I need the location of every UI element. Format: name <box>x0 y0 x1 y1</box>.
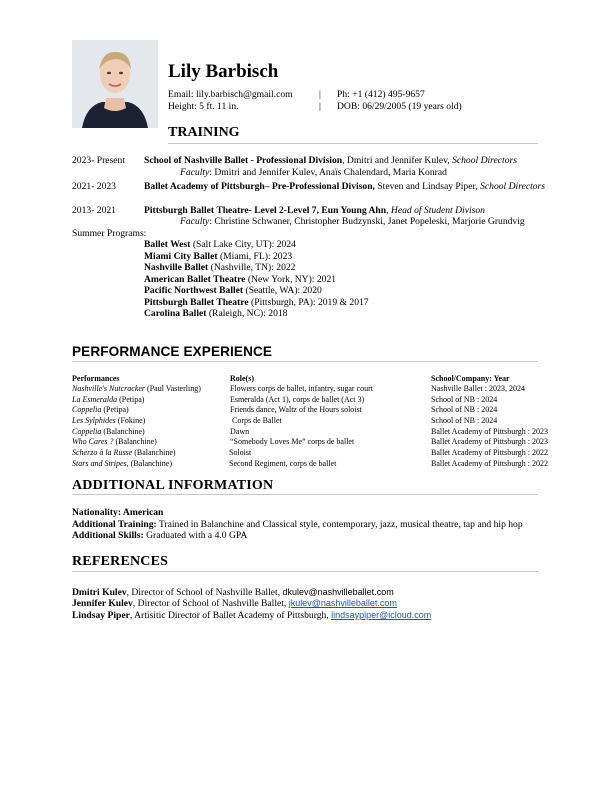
program-detail: (Raleigh, NC): 2018 <box>206 308 288 319</box>
col-roles: Role(s) <box>230 374 254 383</box>
reference-item <box>72 587 394 599</box>
work-title: Stars and Stripes, <box>72 459 129 468</box>
perf-title <box>72 384 201 394</box>
separator: | <box>319 101 321 112</box>
work-title: Coppelia <box>72 427 102 436</box>
perf-school: School of NB : 2024 <box>431 395 498 404</box>
program-name: Nashville Ballet <box>144 262 209 273</box>
candidate-name: Lily Barbisch <box>168 61 279 82</box>
school-name: Pittsburgh Ballet Theatre- Level 2-Level 7, Eun Young Ahn <box>144 205 387 216</box>
additional-heading: ADDITIONAL INFORMATION <box>72 478 274 493</box>
director-role: School Directors <box>480 181 546 192</box>
additional-item <box>72 507 163 519</box>
summer-program <box>144 285 322 297</box>
col-performances: Performances <box>72 374 120 383</box>
faculty-line <box>180 216 525 228</box>
ref-name: Dmitri Kulev <box>72 587 127 598</box>
director-role: Head of Student Divison <box>390 205 485 216</box>
training-heading: TRAINING <box>168 125 240 140</box>
ref-name: Jennifer Kulev <box>72 598 133 609</box>
program-detail: (Salt Lake City, UT): 2024 <box>190 239 296 250</box>
school-name: Ballet Academy of Pittsburgh– Pre-Professional Divison, <box>144 181 375 192</box>
work-title: Nashville's Nutcracker <box>72 384 146 393</box>
ref-name: Lindsay Piper <box>72 610 130 621</box>
email-text: Email: lily.barbisch@gmail.com <box>168 89 293 100</box>
training-entry <box>144 205 485 217</box>
perf-title <box>72 427 145 437</box>
work-title: La Esmeralda <box>72 395 118 404</box>
choreographer: (Petipa) <box>117 395 145 404</box>
ref-title: , Director of School of Nashville Ballet, <box>132 598 289 609</box>
item-text: Graduated with a 4.0 GPA <box>143 530 248 541</box>
program-name: Pittsburgh Ballet Theatre <box>144 297 249 308</box>
ref-title: , Director of School of Nashville Ballet, <box>126 587 283 598</box>
program-name: American Ballet Theatre <box>144 274 246 285</box>
faculty-label: Faculty <box>180 216 210 227</box>
perf-role: Esmeralda (Act 1), corps de ballet (Act 3) <box>230 395 365 404</box>
item-label: Nationality: American <box>72 507 164 518</box>
portrait-image <box>72 40 158 128</box>
performance-heading: PERFORMANCE EXPERIENCE <box>72 344 273 359</box>
perf-title <box>72 459 172 469</box>
perf-school: Nashville Ballet : 2023, 2024 <box>431 384 525 393</box>
reference-item <box>72 598 397 610</box>
item-label: Additional Training: <box>72 519 157 530</box>
summer-program <box>144 274 336 286</box>
perf-title <box>72 405 129 415</box>
perf-school: Ballet Academy of Pittsburgh : 2023 <box>431 437 548 446</box>
ref-email-link[interactable]: lindsaypiper@icloud.com <box>331 610 432 620</box>
item-text: Trained in Balanchine and Classical style, contemporary, jazz, musical theatre, tap and hip hop <box>156 519 523 530</box>
school-name: School of Nashville Ballet - Professional Division <box>144 155 343 166</box>
item-label: Additional Skills: <box>72 530 144 541</box>
summer-program <box>144 297 369 309</box>
summer-program <box>144 239 296 251</box>
ref-title: , Artisitic Director of Ballet Academy of Pittsburgh, <box>129 610 332 621</box>
perf-role: Soloist <box>229 448 252 457</box>
ref-email: dkulev@nashvilleballet.com <box>282 587 394 597</box>
section-rule <box>72 571 538 572</box>
choreographer: (Balanchine) <box>128 459 172 468</box>
additional-item <box>72 519 523 531</box>
faculty-line <box>180 167 447 179</box>
perf-role: Flowers corps de ballet, infantry, sugar court <box>230 384 373 393</box>
section-rule <box>72 361 538 362</box>
perf-school: School of NB : 2024 <box>431 405 498 414</box>
training-entry <box>144 181 545 193</box>
choreographer: (Balanchine) <box>101 427 145 436</box>
dob-text: DOB: 06/29/2005 (19 years old) <box>337 101 462 112</box>
program-detail: (Miami, FL): 2023 <box>217 251 293 262</box>
choreographer: (Balanchine) <box>113 437 157 446</box>
choreographer: (Paul Vasterling) <box>145 384 201 393</box>
program-name: Ballet West <box>144 239 191 250</box>
perf-role: Second Regiment, corps de ballet <box>229 459 337 468</box>
perf-role: Corps de Ballet <box>232 416 282 425</box>
phone-text: Ph: +1 (412) 495-9657 <box>337 89 425 100</box>
col-school: School/Company: Year <box>431 374 510 383</box>
perf-role: “Somebody Loves Me” corps de ballet <box>230 437 355 446</box>
reference-item <box>72 610 431 622</box>
perf-school: School of NB : 2024 <box>431 416 498 425</box>
training-years: 2023- Present <box>72 155 126 166</box>
program-name: Miami City Ballet <box>144 251 218 262</box>
summer-program <box>144 251 292 263</box>
program-detail: (Pittsburgh, PA): 2019 & 2017 <box>248 297 369 308</box>
faculty-names: : Christine Schwaner, Christopher Budzynski, Janet Popeleski, Marjorie Grundvig <box>209 216 525 227</box>
separator: | <box>319 89 321 100</box>
summer-program <box>144 262 295 274</box>
directors: Steven and Lindsay Piper, <box>374 181 481 192</box>
training-entry <box>144 155 517 167</box>
program-name: Pacific Northwest Ballet <box>144 285 244 296</box>
faculty-label: Faculty <box>180 167 210 178</box>
choreographer: (Balanchine) <box>132 448 176 457</box>
program-detail: (Seattle, WA): 2020 <box>243 285 322 296</box>
training-years: 2013- 2021 <box>72 205 116 216</box>
choreographer: (Fokine) <box>115 416 146 425</box>
training-years: 2021- 2023 <box>72 181 116 192</box>
program-name: Carolina Ballet <box>144 308 207 319</box>
references-heading: REFERENCES <box>72 554 169 569</box>
section-rule <box>72 494 538 495</box>
perf-title <box>72 395 144 405</box>
profile-photo <box>72 40 158 128</box>
directors: , <box>386 205 391 216</box>
perf-school: Ballet Academy of Pittsburgh : 2022 <box>431 459 548 468</box>
summer-program <box>144 308 287 320</box>
perf-role: Dawn <box>230 427 250 436</box>
summer-programs-label: Summer Programs: <box>72 228 147 239</box>
perf-title <box>72 437 157 447</box>
program-detail: (New York, NY): 2021 <box>245 274 337 285</box>
work-title: Les Sylphides <box>72 416 116 425</box>
perf-title <box>72 416 145 426</box>
additional-item <box>72 530 247 542</box>
ref-email-link[interactable]: jkulev@nashvilleballet.com <box>288 598 397 608</box>
perf-school: Ballet Academy of Pittsburgh : 2023 <box>431 427 548 436</box>
work-title: Who Cares ? <box>72 437 114 446</box>
perf-school: Ballet Academy of Pittsburgh : 2022 <box>431 448 548 457</box>
choreographer: (Petipa) <box>101 405 129 414</box>
directors: , Dmitri and Jennifer Kulev, <box>342 155 453 166</box>
height-text: Height: 5 ft. 11 in. <box>168 101 239 112</box>
work-title: Scherzo à la Russe <box>72 448 133 457</box>
program-detail: (Nashville, TN): 2022 <box>208 262 296 273</box>
director-role: School Directors <box>452 155 517 166</box>
work-title: Coppelia <box>72 405 102 414</box>
section-rule <box>168 143 538 144</box>
perf-role: Friends dance, Waltz of the Hours soloist <box>230 405 362 414</box>
faculty-names: : Dmitri and Jennifer Kulev, Anaïs Chalendard, Maria Konrad <box>209 167 447 178</box>
perf-title <box>72 448 176 458</box>
